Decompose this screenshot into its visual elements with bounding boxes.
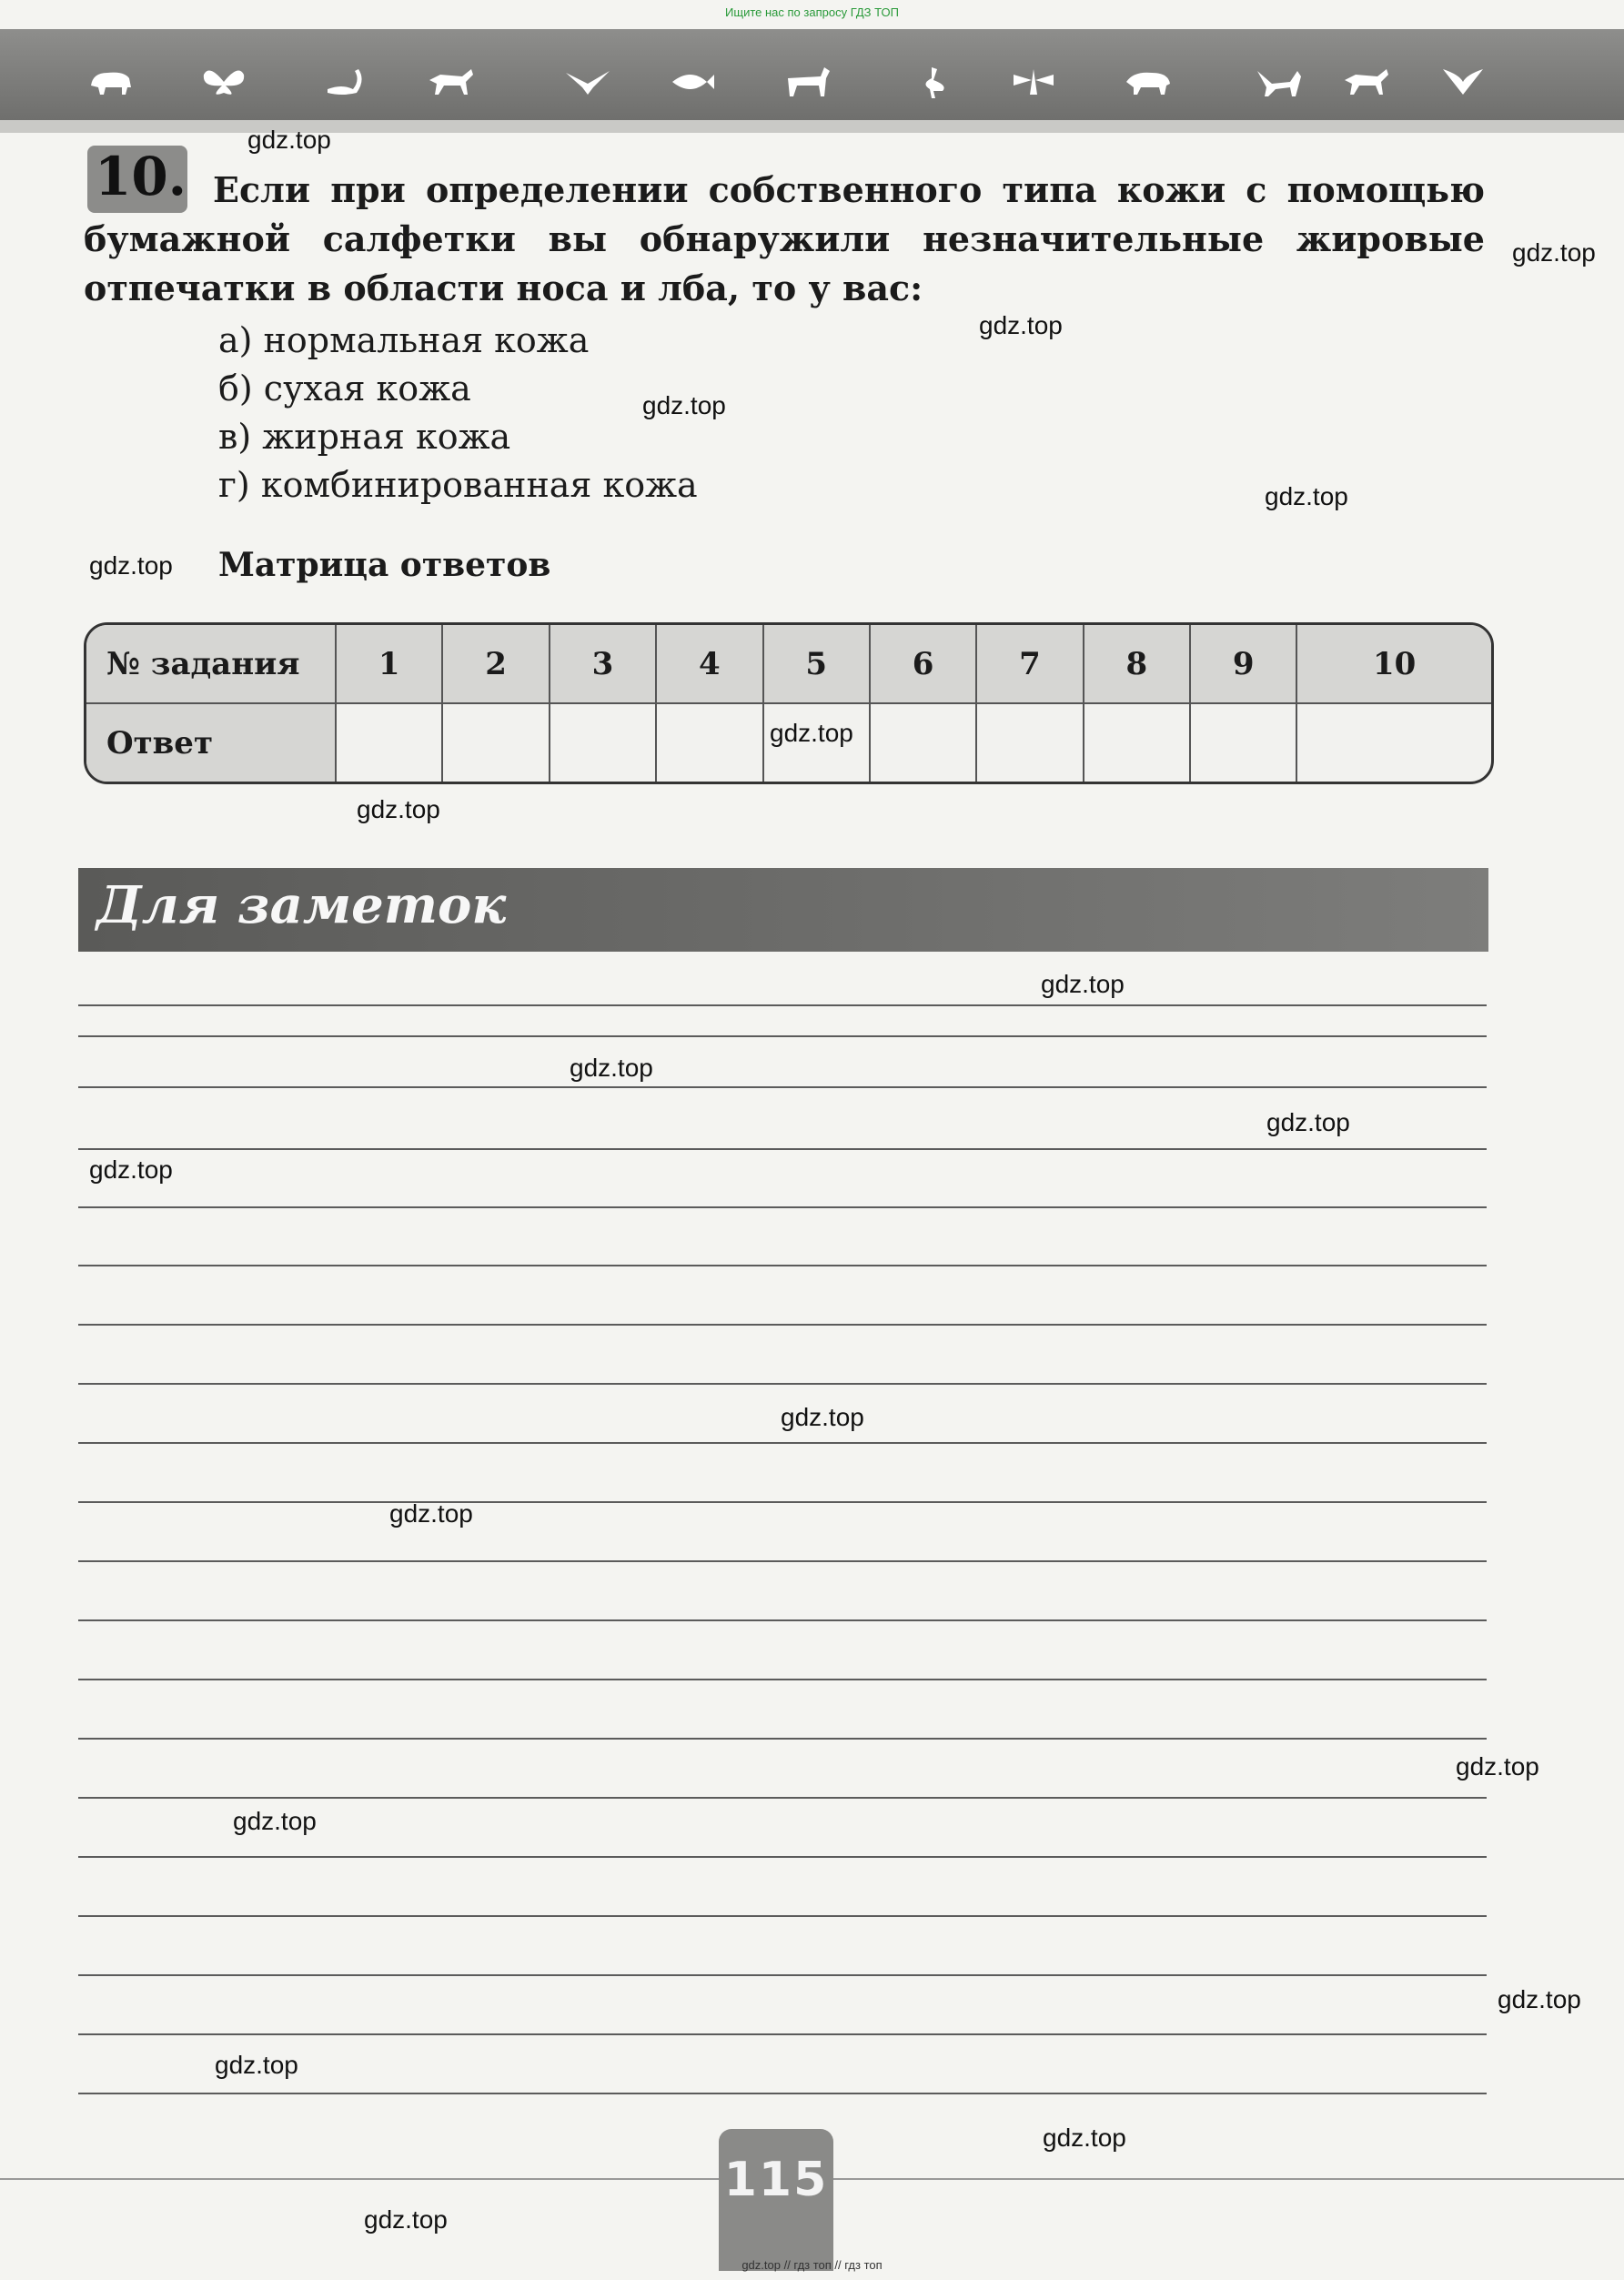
answer-cell[interactable] bbox=[870, 703, 976, 782]
answer-cell[interactable] bbox=[1190, 703, 1296, 782]
note-line bbox=[78, 1324, 1487, 1326]
butterfly-icon bbox=[200, 66, 247, 98]
matrix-column: 8 bbox=[1084, 625, 1190, 703]
watermark: gdz.top bbox=[1265, 482, 1348, 510]
watermark: gdz.top bbox=[389, 1499, 473, 1528]
watermark: gdz.top bbox=[1041, 970, 1125, 998]
note-line bbox=[78, 1035, 1487, 1037]
note-line bbox=[78, 1560, 1487, 1562]
notes-title: Для заметок bbox=[96, 875, 507, 935]
matrix-column: 10 bbox=[1296, 625, 1491, 703]
watermark: gdz.top bbox=[781, 1403, 864, 1431]
note-line bbox=[78, 2093, 1487, 2094]
watermark: gdz.top bbox=[1512, 238, 1596, 267]
bottom-links[interactable]: gdz.top // гдз топ // гдз топ bbox=[741, 2258, 883, 2272]
answer-options bbox=[218, 317, 698, 509]
matrix-column: 9 bbox=[1190, 625, 1296, 703]
boar-icon bbox=[1125, 66, 1172, 98]
note-line bbox=[78, 1383, 1487, 1385]
horse-icon bbox=[1343, 66, 1390, 98]
answer-cell[interactable] bbox=[336, 703, 442, 782]
option-b: б) сухая кожа bbox=[218, 368, 471, 409]
option-d: г) комбинированная кожа bbox=[218, 465, 698, 505]
note-line bbox=[78, 1265, 1487, 1266]
page-number: 115 bbox=[723, 2153, 829, 2207]
option-c: в) жирная кожа bbox=[218, 417, 511, 457]
note-line bbox=[78, 1797, 1487, 1799]
matrix-task-label: № задания bbox=[86, 625, 336, 703]
watermark: gdz.top bbox=[89, 551, 173, 580]
question-text: Если при определении собственного типа кожи с помощью бумажной салфетки вы обнаружили незначительные жировые отпечатки в области носа и лба, то у вас: bbox=[84, 169, 1485, 308]
watermark: gdz.top bbox=[233, 1807, 317, 1835]
answer-cell[interactable] bbox=[656, 703, 762, 782]
matrix-column: 3 bbox=[550, 625, 656, 703]
note-line bbox=[78, 1856, 1487, 1858]
answer-cell[interactable] bbox=[1084, 703, 1190, 782]
bison-icon bbox=[87, 66, 135, 98]
note-line bbox=[78, 1206, 1487, 1208]
note-line bbox=[78, 1004, 1487, 1006]
moose-icon bbox=[784, 66, 832, 98]
answer-cell[interactable] bbox=[1296, 703, 1491, 782]
question-number: 10. bbox=[95, 146, 187, 207]
matrix-column: 5 bbox=[763, 625, 870, 703]
watermark: gdz.top bbox=[570, 1054, 653, 1082]
matrix-column: 2 bbox=[442, 625, 549, 703]
matrix-column: 6 bbox=[870, 625, 976, 703]
watermark: gdz.top bbox=[1498, 1985, 1581, 2013]
watermark: gdz.top bbox=[770, 719, 853, 747]
watermark: gdz.top bbox=[357, 795, 440, 823]
bird-icon bbox=[564, 66, 611, 98]
watermark: gdz.top bbox=[247, 126, 331, 154]
scorpion-icon bbox=[320, 66, 368, 98]
top-search-text[interactable]: Ищите нас по запросу ГДЗ ТОП bbox=[725, 5, 899, 19]
matrix-column: 7 bbox=[976, 625, 1083, 703]
heron-icon bbox=[912, 66, 959, 98]
banner-strip bbox=[0, 120, 1624, 133]
matrix-title: Матрица ответов bbox=[218, 546, 551, 584]
note-line bbox=[78, 1148, 1487, 1150]
watermark: gdz.top bbox=[215, 2051, 298, 2079]
horse-icon bbox=[428, 66, 475, 98]
matrix-column: 4 bbox=[656, 625, 762, 703]
note-line bbox=[78, 1619, 1487, 1621]
fox-icon bbox=[1256, 66, 1303, 98]
matrix-answer-label: Ответ bbox=[86, 703, 336, 782]
moth-icon bbox=[1439, 66, 1487, 98]
note-line bbox=[78, 1442, 1487, 1444]
note-line bbox=[78, 2033, 1487, 2035]
fish-icon bbox=[669, 66, 716, 98]
note-line bbox=[78, 1679, 1487, 1680]
answer-cell[interactable] bbox=[442, 703, 549, 782]
answer-matrix bbox=[84, 622, 1494, 784]
watermark: gdz.top bbox=[979, 311, 1063, 339]
answer-cell[interactable] bbox=[976, 703, 1083, 782]
note-line bbox=[78, 1915, 1487, 1917]
watermark: gdz.top bbox=[364, 2205, 448, 2234]
note-line bbox=[78, 1086, 1487, 1088]
insect-icon bbox=[1010, 66, 1057, 98]
option-a: а) нормальная кожа bbox=[218, 320, 590, 360]
watermark: gdz.top bbox=[89, 1155, 173, 1184]
note-line bbox=[78, 1974, 1487, 1976]
watermark: gdz.top bbox=[1456, 1752, 1539, 1781]
watermark: gdz.top bbox=[1043, 2124, 1126, 2152]
note-line bbox=[78, 1501, 1487, 1503]
watermark: gdz.top bbox=[1266, 1108, 1350, 1136]
matrix-column: 1 bbox=[336, 625, 442, 703]
watermark: gdz.top bbox=[642, 391, 726, 419]
matrix-header-row bbox=[86, 625, 1491, 703]
note-line bbox=[78, 1738, 1487, 1740]
answer-cell[interactable] bbox=[550, 703, 656, 782]
